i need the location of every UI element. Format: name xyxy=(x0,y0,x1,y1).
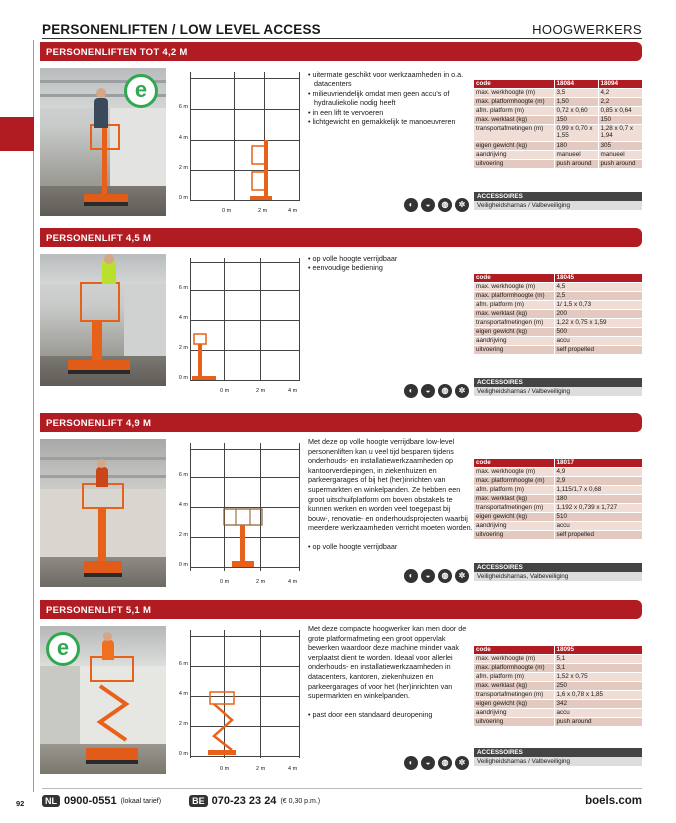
eco-badge: e xyxy=(124,74,158,108)
x-tick: 2 m xyxy=(256,766,266,772)
feature-item: • past door een standaard deuropening xyxy=(308,710,473,719)
x-tick: 4 m xyxy=(288,579,298,585)
y-tick: 2 m xyxy=(178,532,188,538)
x-tick: 2 m xyxy=(258,208,268,214)
feature-list xyxy=(308,542,473,551)
y-tick: 4 m xyxy=(178,315,188,321)
section-title: PERSONENLIFT 4,9 M xyxy=(40,413,642,432)
y-tick: 0 m xyxy=(178,562,188,568)
x-tick: 0 m xyxy=(222,208,232,214)
feature-item: • op volle hoogte verrijdbaar xyxy=(308,254,468,263)
feature-icons xyxy=(404,756,469,770)
height-diagram xyxy=(172,439,300,587)
phone-nl[interactable]: 0900-0551 xyxy=(64,795,117,807)
spec-table: code 18045 max. werkhoogte (m) 4,5 max. platformhoogte (m) 2,5 afm. platform (m) 1/ 1,5 x 0,73 max. werklast (kg) 200 transportafmetingen (m) 1,22 x 0,75 x 1,59 eigen gewicht (kg) 500 aandrijving accu uitvoering self propelled xyxy=(474,274,642,355)
product-photo xyxy=(40,626,166,774)
section-lift-4-2 xyxy=(40,42,642,214)
machine-silhouette xyxy=(250,138,274,202)
x-tick: 0 m xyxy=(220,766,230,772)
shield-icon: ◍ xyxy=(438,198,452,212)
spec-table: code 18017 max. werkhoogte (m) 4,9 max. platformhoogte (m) 2,9 afm. platform (m) 1,115/1,7 x 0,68 max. werklast (kg) 180 transportafmetingen (m) 1,192 x 0,739 x 1,727 eigen gewicht (kg) 510 aandrijving accu uitvoering self propelled xyxy=(474,459,642,540)
half-circle-icon: ◒ xyxy=(421,384,435,398)
shield-icon: ◍ xyxy=(438,384,452,398)
x-tick: 2 m xyxy=(256,388,266,394)
x-tick: 0 m xyxy=(220,388,230,394)
feature-list xyxy=(308,254,468,273)
y-tick: 2 m xyxy=(178,165,188,171)
x-tick: 4 m xyxy=(288,766,298,772)
contact-footer xyxy=(42,795,344,807)
eco-badge: e xyxy=(46,632,80,666)
section-lift-4-5 xyxy=(40,228,642,395)
side-divider xyxy=(33,40,34,792)
feature-item: • milieuvriendelijk omdat men geen accu's of hydrauliekolie nodig heeft xyxy=(308,89,468,108)
half-circle-icon: ◒ xyxy=(421,756,435,770)
y-tick: 6 m xyxy=(178,661,188,667)
y-tick: 0 m xyxy=(178,751,188,757)
accessories: ACCESSOIRES Veiligheidsharnas / Valbeveiliging xyxy=(474,748,642,766)
accessories: ACCESSOIRES Veiligheidsharnas, Valbeveiliging xyxy=(474,563,642,581)
tariff-nl: (lokaal tarief) xyxy=(120,797,162,805)
accessories: ACCESSOIRES Veiligheidsharnas / Valbeveiliging xyxy=(474,192,642,210)
product-photo xyxy=(40,254,166,386)
product-photo xyxy=(40,68,166,216)
steering-wheel-icon: ◐ xyxy=(404,569,418,583)
country-badge-be: BE xyxy=(189,795,208,807)
feature-icons xyxy=(404,198,469,212)
page-category: HOOGWERKERS xyxy=(532,22,642,37)
steering-wheel-icon: ◐ xyxy=(404,384,418,398)
description-text: Met deze op volle hoogte verrijdbare low-level personenliften kan u veel tijd besparen tijdens onderhouds- en installatiewerkzaamheden op kantoorverdiepingen, in ziekenhuizen en parkeergarages of bij het (her)inrichten van supermarkten en winkelpanden. Ze hebben een groot uitschuifplatform om boven obstakels te kunnen werken en worden veel toegepast bij bouw-, renovatie- en onderhoudsprojecten waarbij meerdere werkzaamheden verricht moeten worden. xyxy=(308,437,473,533)
y-tick: 4 m xyxy=(178,135,188,141)
height-diagram xyxy=(172,626,300,774)
spec-table: code 18084 18094 max. werkhoogte (m) 3,5 4,2 max. platformhoogte (m) 1,50 2,2 afm. platform (m) 0,72 x 0,60 0,85 x 0,64 max. werklast (kg) 150 150 transportafmetingen (m) 0,99 x 0,70 x 1,55 1,28 x 0,7 x 1,94 eigen gewicht (kg) 180 305 aandrijving manueel manueel uitvoering push around push around xyxy=(474,80,642,169)
section-tab-marker xyxy=(0,117,34,151)
shield-icon: ◍ xyxy=(438,756,452,770)
half-circle-icon: ◒ xyxy=(421,198,435,212)
section-lift-5-1 xyxy=(40,600,642,772)
country-badge-nl: NL xyxy=(42,795,60,807)
feature-icons xyxy=(404,384,469,398)
description xyxy=(308,624,473,719)
y-tick: 6 m xyxy=(178,104,188,110)
accessories: ACCESSOIRES Veiligheidsharnas / Valbeveiliging xyxy=(474,378,642,396)
feature-item: • lichtgewicht en gemakkelijk te manoeuvreren xyxy=(308,117,468,126)
website-link[interactable]: boels.com xyxy=(585,795,642,807)
feature-item: • eenvoudige bediening xyxy=(308,263,468,272)
page-title: PERSONENLIFTEN / LOW LEVEL ACCESS xyxy=(42,22,321,37)
feature-item: • uitermate geschikt voor werkzaamheden in o.a. datacenters xyxy=(308,70,468,89)
y-tick: 2 m xyxy=(178,345,188,351)
feature-item: • in een lift te vervoeren xyxy=(308,108,468,117)
steering-wheel-icon: ◐ xyxy=(404,198,418,212)
product-photo xyxy=(40,439,166,587)
machine-silhouette xyxy=(206,690,240,760)
section-title: PERSONENLIFTEN TOT 4,2 M xyxy=(40,42,642,61)
machine-silhouette xyxy=(192,332,218,382)
height-diagram xyxy=(172,254,300,396)
feature-list xyxy=(308,70,468,126)
machine-silhouette xyxy=(222,507,264,571)
section-title: PERSONENLIFT 4,5 M xyxy=(40,228,642,247)
y-tick: 2 m xyxy=(178,721,188,727)
page-number: 92 xyxy=(16,799,25,808)
y-tick: 4 m xyxy=(178,502,188,508)
feature-icons xyxy=(404,569,469,583)
y-tick: 6 m xyxy=(178,285,188,291)
footer-divider xyxy=(42,788,642,789)
x-tick: 4 m xyxy=(288,208,298,214)
feature-item: • op volle hoogte verrijdbaar xyxy=(308,542,473,551)
y-tick: 6 m xyxy=(178,472,188,478)
wheel-icon: ✲ xyxy=(455,198,469,212)
steering-wheel-icon: ◐ xyxy=(404,756,418,770)
section-title: PERSONENLIFT 5,1 M xyxy=(40,600,642,619)
section-lift-4-9 xyxy=(40,413,642,585)
wheel-icon: ✲ xyxy=(455,384,469,398)
half-circle-icon: ◒ xyxy=(421,569,435,583)
height-diagram xyxy=(172,68,300,216)
spec-table: code 18095 max. werkhoogte (m) 5,1 max. platformhoogte (m) 3,1 afm. platform (m) 1,52 x 0,75 max. werklast (kg) 250 transportafmetingen (m) 1,6 x 0,78 x 1,85 eigen gewicht (kg) 342 aandrijving accu uitvoering push around xyxy=(474,646,642,727)
x-tick: 4 m xyxy=(288,388,298,394)
x-tick: 0 m xyxy=(220,579,230,585)
x-tick: 2 m xyxy=(256,579,266,585)
feature-list xyxy=(308,710,473,719)
y-tick: 0 m xyxy=(178,375,188,381)
tariff-be: (€ 0,30 p.m.) xyxy=(280,797,321,805)
description xyxy=(308,437,473,551)
wheel-icon: ✲ xyxy=(455,569,469,583)
y-tick: 0 m xyxy=(178,195,188,201)
description-text: Met deze compacte hoogwerker kan men door de grote platformafmeting een groot oppervlak bewerken waardoor deze machine minder vaak verplaatst dient te worden. Ideaal voor allerlei onderhouds- en installatiewerkzaamheden in datacenters, kantoren, ziekenhuizen en parkeergarages of voor het (her)inrichten van supermarkten en winkelpanden. xyxy=(308,624,467,701)
y-tick: 4 m xyxy=(178,691,188,697)
phone-be[interactable]: 070-23 23 24 xyxy=(211,795,277,807)
title-divider xyxy=(42,38,642,39)
wheel-icon: ✲ xyxy=(455,756,469,770)
shield-icon: ◍ xyxy=(438,569,452,583)
